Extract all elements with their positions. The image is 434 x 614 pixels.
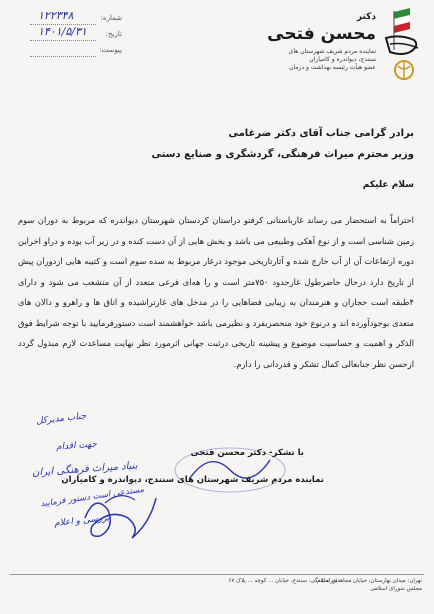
letter-body: احتراماً به استحضار می رساند غارباستانی کرفتو دراستان کردستان شهرستان دیواندره که مربوط به دوران سوم زمین شناسی است و از نوع آهکی وطبیعی می باشد و بخش هایی از آن دست کنده و در زیر آب بوده و دراو اخراین دوره ارتفاعات آن از آب خارج شده و آثارتاریخی موجود درغار مربوط به سده سوم است و کتیبه هایی ازدوران پیش از تاریخ دارد درحال حاضرطول غارحدود ۷۵۰متر است و را هه‌ای فرعی متعدد از آن منشعب می شود و دارای ۴طبقه است حجاران و هنرمندان به زیبایی فضاهایی را در مدخل های غارتراشیده و اتاق ها و راهرو و دالان های متعدی بوجودآورده اند و درنوع خود منحصربفرد و نظیرمی باشد خواهشمند است دستورفرمایید با توجه شرایط فوق الذکر و اهمیت و حساسیت موضوع و پیشینه تاریخی درثبت جهانی اثرمورد نظر نهایت مساعدت لازم مبذول گردد ازحسن نظر جنابعالی کمال تشکر و قدردانی را دارم. bbox=[18, 215, 414, 369]
meta-attachment-line bbox=[30, 56, 96, 57]
meta-number-value: ۱۲۲۳۴۸ bbox=[38, 9, 74, 22]
sender-role-line3: عضو هیأت رئیسه بهداشت و درمان bbox=[289, 64, 376, 71]
sender-role-line2: سنندج، دیواندره و کامیاران bbox=[309, 56, 376, 63]
meta-date-row bbox=[30, 25, 122, 42]
meta-date-label: تاریخ: bbox=[105, 30, 122, 38]
footer-divider bbox=[10, 574, 424, 575]
salutation-title: وزیر محترم میراث فرهنگی، گردشگری و صنایع دستی bbox=[151, 149, 414, 160]
doctor-label: دکتر bbox=[356, 12, 376, 22]
handwritten-note-5: بررسی و اعلام bbox=[53, 513, 111, 529]
parliament-emblem-icon bbox=[380, 8, 428, 88]
meta-number-label: شماره: bbox=[100, 14, 122, 22]
footer-address-office: دفترنمایندگی: سنندج، خیابان ... کوچه ... پلاک ۶۷ bbox=[228, 578, 340, 584]
sender-name: محسن فتحی bbox=[267, 24, 376, 44]
meta-date-line bbox=[30, 40, 96, 41]
signature-title: نماینده مردم شریف شهرستان های سنندج، دیواندره و کامیاران bbox=[61, 475, 324, 485]
handwritten-note-4: مستدعی است دستور فرمایید bbox=[39, 484, 145, 510]
meta-attachment-row bbox=[30, 46, 122, 58]
handwritten-note-2: جهت اقدام bbox=[55, 439, 98, 453]
greeting: سلام علیکم bbox=[362, 180, 414, 190]
signature-closing: با تشکر- دکتر محسن فتحی bbox=[190, 448, 304, 458]
footer-address-tehran: تهران: میدان بهارستان، خیابان مجاهدین اسلام، مجلس شورای اسلامی bbox=[315, 578, 422, 592]
sender-role-line1: نماینده مردم شریف شهرستان های bbox=[288, 48, 376, 55]
handwritten-note-1: جناب مدیرکل bbox=[35, 411, 87, 427]
handwritten-note-3: بنیاد میراث فرهنگی ایران bbox=[31, 460, 138, 479]
meta-attachment-label: پیوست: bbox=[99, 46, 122, 54]
salutation-addressee: برادر گرامی جناب آقای دکتر ضرغامی bbox=[228, 128, 414, 139]
meta-date-value: ۱۴۰۱/۵/۳۱ bbox=[38, 25, 87, 38]
handwritten-signature-icon bbox=[80, 488, 160, 543]
